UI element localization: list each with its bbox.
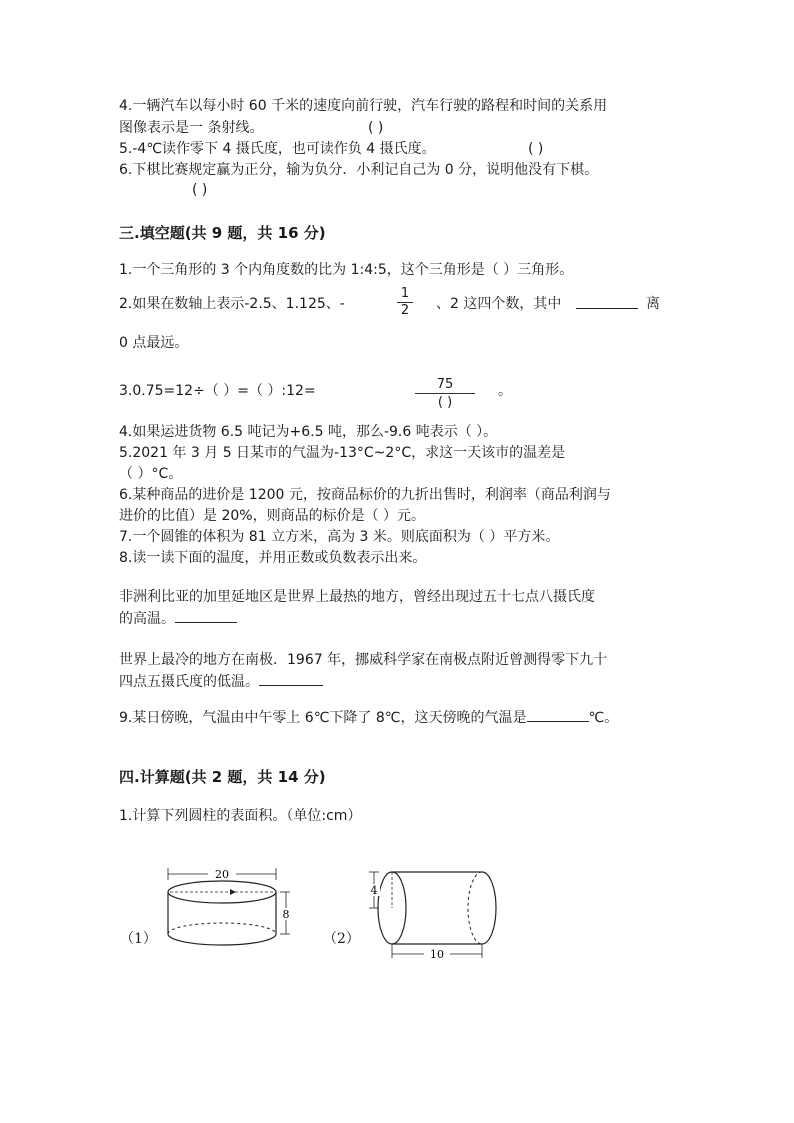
fill-q6-line1: 6.某种商品的进价是 1200 元，按商品标价的九折出售时，利润率（商品利润与 — [119, 487, 611, 503]
fill-q9-blank[interactable] — [527, 707, 589, 722]
fill-q8a-text: 的高温。 — [119, 611, 175, 627]
judge-q5: 5.-4℃读作零下 4 摄氏度，也可读作负 4 摄氏度。 — [119, 141, 436, 157]
fill-q8a-line1: 非洲利比亚的加里延地区是世界上最热的地方，曾经出现过五十七点八摄氏度 — [119, 589, 595, 605]
fill-q8b-text: 四点五摄氏度的低温。 — [119, 674, 259, 690]
cylinder2-right-back — [468, 872, 482, 944]
fill-q9 — [119, 707, 618, 728]
fill-q9-text: 9.某日傍晚，气温由中午零上 6℃下降了 8℃，这天傍晚的气温是 — [119, 710, 527, 726]
cylinder1-height-label: 8 — [282, 908, 290, 921]
fill-q2-part3: 离 — [646, 296, 660, 312]
calc-q1: 1.计算下列圆柱的表面积。（单位:cm） — [119, 808, 362, 824]
fill-q8b-blank[interactable] — [259, 671, 323, 686]
fill-q9-unit: ℃。 — [588, 710, 619, 726]
fill-q2-fraction — [397, 287, 413, 318]
judge-q6-answer-paren[interactable]: ( ) — [192, 182, 208, 198]
fill-q2-line2: 0 点最远。 — [119, 335, 189, 351]
fill-q3-end: 。 — [498, 383, 512, 399]
judge-q6-line1: 6.下棋比赛规定赢为正分，输为负分．小利记自己为 0 分，说明他没有下棋。 — [119, 162, 599, 178]
fill-q8: 8.读一读下面的温度，并用正数或负数表示出来。 — [119, 550, 427, 566]
judge-q5-answer-paren[interactable]: ( ) — [528, 141, 544, 157]
cylinder1-diameter-arrowhead — [230, 889, 236, 895]
fill-q2-fraction-numerator: 1 — [400, 286, 410, 301]
cylinder1-bottom-front — [168, 934, 276, 945]
fill-q8b-line2 — [119, 671, 323, 692]
cylinder-figure-1 — [160, 862, 300, 952]
judge-q4-answer-paren[interactable]: ( ) — [368, 120, 384, 136]
figure2-label: （2） — [323, 931, 360, 947]
figure1-label: （1） — [120, 931, 157, 947]
judge-q4-line1: 4.一辆汽车以每小时 60 千米的速度向前行驶，汽车行驶的路程和时间的关系用 — [119, 98, 608, 114]
fill-q4: 4.如果运进货物 6.5 吨记为+6.5 吨，那么-9.6 吨表示（ ）。 — [119, 424, 498, 440]
cylinder-figure-2 — [360, 862, 510, 962]
fill-q8a-blank[interactable] — [175, 608, 237, 623]
section4-title: 四.计算题(共 2 题，共 14 分) — [119, 768, 326, 786]
judge-q4-line2: 图像表示是一 条射线。 — [119, 120, 264, 136]
cylinder1-bottom-back — [168, 923, 276, 934]
fraction-bar — [415, 393, 475, 394]
fill-q2-part1: 2.如果在数轴上表示-2.5、1.125、- — [119, 296, 345, 312]
fill-q7: 7.一个圆锥的体积为 81 立方米，高为 3 米。则底面积为（ ）平方米。 — [119, 529, 560, 545]
fill-q3-fraction-denominator[interactable]: ( ) — [437, 395, 453, 410]
fill-q8b-line1: 世界上最冷的地方在南极．1967 年，挪威科学家在南极点附近曾测得零下九十 — [119, 652, 608, 668]
cylinder2-right-front — [482, 872, 496, 944]
fill-q3-fraction — [415, 377, 475, 410]
fill-q2-fraction-denominator: 2 — [400, 303, 410, 318]
cylinder1-diameter-label: 20 — [215, 868, 229, 881]
fill-q5-line1: 5.2021 年 3 月 5 日某市的气温为-13°C~2°C，求这一天该市的温差是 — [119, 445, 566, 461]
fill-q8a-line2 — [119, 608, 237, 629]
fill-q1: 1.一个三角形的 3 个内角度数的比为 1:4:5，这个三角形是（ ）三角形。 — [119, 262, 574, 278]
fill-q6-line2: 进价的比值）是 20%，则商品的标价是（ ）元。 — [119, 508, 426, 524]
fill-q2-part2: 、2 这四个数，其中 — [436, 296, 562, 312]
cylinder2-radius-label: 4 — [370, 884, 378, 897]
fill-q3: 3.0.75=12÷（ ）=（ ）:12= — [119, 383, 316, 399]
fill-q3-fraction-numerator: 75 — [436, 377, 454, 392]
fill-q5-line2: （ ）°C。 — [119, 466, 183, 482]
fill-q2-blank[interactable] — [576, 294, 638, 309]
cylinder2-length-label: 10 — [430, 948, 444, 961]
section3-title: 三.填空题(共 9 题，共 16 分) — [119, 224, 326, 242]
